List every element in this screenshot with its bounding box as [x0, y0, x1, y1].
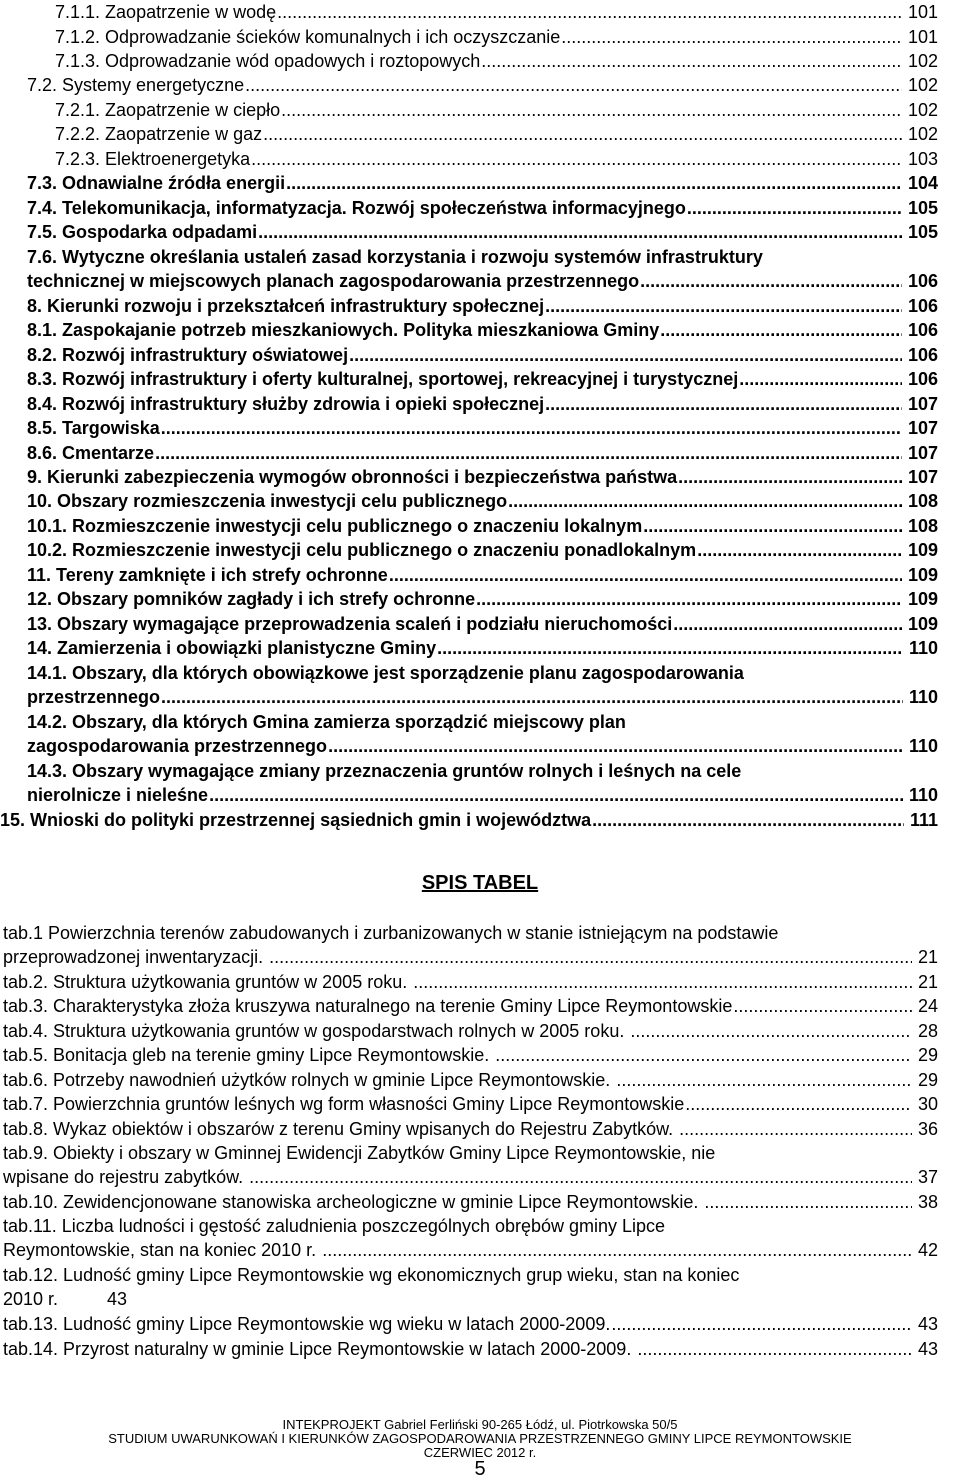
- toc-entry[interactable]: [0, 808, 938, 832]
- leader-dots: [495, 1043, 912, 1067]
- toc-entry-title: Zaopatrzenie w ciepło: [105, 100, 281, 120]
- toc-entry[interactable]: [27, 171, 938, 195]
- toc-entry-page: 109: [902, 614, 938, 634]
- toc-entry-page: 102: [902, 100, 938, 120]
- toc-entry-title: Zamierzenia i obowiązki planistyczne Gminy: [57, 638, 437, 658]
- toc-entry-number: 8.4.: [27, 394, 63, 414]
- toc-entry-page: 111: [904, 810, 938, 830]
- table-list-page: 43: [912, 1339, 938, 1359]
- toc-entry-number: 7.2.2.: [55, 124, 106, 144]
- toc-entry-page: 109: [902, 540, 938, 560]
- toc-entry-title: Wnioski do polityki przestrzennej sąsiednich gmin i województwa: [30, 810, 592, 830]
- toc-entry-title-continued: nierolnicze i nieleśne: [27, 785, 209, 805]
- toc-entry[interactable]: [27, 538, 938, 562]
- table-list-page: 42: [912, 1240, 938, 1260]
- toc-entry-page: 101: [902, 27, 938, 47]
- toc-entry-page: 106: [902, 271, 938, 291]
- leader-dots: [660, 318, 902, 342]
- table-list-title: tab.8. Wykaz obiektów i obszarów z terenu Gminy wpisanych do Rejestru Zabytków.: [3, 1119, 679, 1139]
- toc-entry-page: 106: [902, 345, 938, 365]
- leader-dots: [640, 269, 902, 293]
- toc-entry-page: 107: [902, 394, 938, 414]
- toc-entry-page: 105: [902, 198, 938, 218]
- table-list-entry[interactable]: [3, 921, 938, 969]
- toc-entry-number: 9.: [27, 467, 48, 487]
- toc-entry-page: 107: [902, 467, 938, 487]
- table-list-page: 29: [912, 1045, 938, 1065]
- table-list-entry[interactable]: [3, 1190, 938, 1214]
- toc-entry[interactable]: [55, 122, 938, 146]
- toc-entry-number: 7.2.3.: [55, 149, 106, 169]
- toc-entry-number: 8.2.: [27, 345, 63, 365]
- table-list-page: 30: [912, 1094, 938, 1114]
- toc-entry-page: 107: [902, 418, 938, 438]
- leader-dots: [481, 49, 902, 73]
- table-list-entry[interactable]: [3, 1092, 938, 1116]
- toc-entry[interactable]: [27, 636, 938, 660]
- toc-entry-title: Telekomunikacja, informatyzacja. Rozwój społeczeństwa informacyjnego: [62, 198, 686, 218]
- toc-entry-title: Obszary rozmieszczenia inwestycji celu publicznego: [57, 491, 508, 511]
- toc-entry[interactable]: [55, 49, 938, 73]
- toc-entry-number: 7.1.1.: [55, 2, 106, 22]
- leader-dots: [286, 171, 902, 195]
- toc-entry-number: 8.3.: [27, 369, 63, 389]
- table-list-title: tab.12. Ludność gminy Lipce Reymontowskie wg ekonomicznych grup wieku, stan na koniec: [3, 1265, 740, 1285]
- toc-entry[interactable]: [27, 220, 938, 244]
- toc-entry-number: 8.: [27, 296, 48, 316]
- toc-entry[interactable]: [27, 196, 938, 220]
- table-list-title: tab.6. Potrzeby nawodnień użytków rolnych w gminie Lipce Reymontowskie.: [3, 1070, 616, 1090]
- leader-dots: [685, 1092, 912, 1116]
- toc-entry-number: 7.3.: [27, 173, 63, 193]
- leader-dots: [155, 441, 902, 465]
- toc-entry[interactable]: [27, 465, 938, 489]
- leader-dots: [258, 220, 902, 244]
- toc-entry[interactable]: [27, 392, 938, 416]
- toc-entry-page: 102: [902, 124, 938, 144]
- table-list-page: 43: [912, 1314, 938, 1334]
- toc-entry[interactable]: [27, 367, 938, 391]
- toc-entry-number: 10.: [27, 491, 58, 511]
- leader-dots: [161, 416, 902, 440]
- toc-entry[interactable]: [27, 416, 938, 440]
- table-list-page: 21: [912, 947, 938, 967]
- leader-dots: [678, 465, 902, 489]
- table-list-title: tab.11. Liczba ludności i gęstość zaludnienia poszczególnych obrębów gminy Lipce: [3, 1216, 666, 1236]
- toc-entry-page: 109: [902, 589, 938, 609]
- toc-entry-title: Zaopatrzenie w gaz: [105, 124, 263, 144]
- leader-dots: [673, 612, 902, 636]
- table-list-title-continued: 2010 r.: [3, 1289, 59, 1309]
- toc-entry-title: Gospodarka odpadami: [62, 222, 258, 242]
- table-list-entry[interactable]: [3, 1068, 938, 1092]
- toc-entry-number: 8.5.: [27, 418, 63, 438]
- toc-entry-page: 106: [902, 320, 938, 340]
- table-list-entry[interactable]: [3, 1117, 938, 1141]
- table-list-page: 36: [912, 1119, 938, 1139]
- toc-entry[interactable]: [27, 514, 938, 538]
- table-list-title: tab.1 Powierzchnia terenów zabudowanych i zurbanizowanych w stanie istniejącym na podstawie: [3, 923, 779, 943]
- toc-entry-title: Rozwój infrastruktury oświatowej: [62, 345, 349, 365]
- table-list-title: tab.14. Przyrost naturalny w gminie Lipce Reymontowskie w latach 2000-2009.: [3, 1339, 637, 1359]
- toc-entry[interactable]: [27, 343, 938, 367]
- table-list-title: tab.7. Powierzchnia gruntów leśnych wg form własności Gminy Lipce Reymontowskie: [3, 1094, 685, 1114]
- leader-dots: [245, 73, 902, 97]
- table-list-entry[interactable]: [3, 1214, 938, 1262]
- toc-entry-number: 14.3.: [27, 761, 73, 781]
- toc-entry[interactable]: [27, 759, 938, 807]
- toc-entry-page: 108: [902, 491, 938, 511]
- toc-entry-page: 106: [902, 296, 938, 316]
- leader-dots: [611, 1312, 912, 1336]
- table-list-title: tab.10. Zewidencjonowane stanowiska archeologiczne w gminie Lipce Reymontowskie.: [3, 1192, 704, 1212]
- toc-entry-title: Rozmieszczenie inwestycji celu publicznego o znaczeniu lokalnym: [72, 516, 643, 536]
- toc-entry[interactable]: [27, 245, 938, 293]
- toc-entry-number: 7.5.: [27, 222, 63, 242]
- toc-entry-number: 14.2.: [27, 712, 73, 732]
- table-list-title-continued: przeprowadzonej inwentaryzacji.: [3, 947, 269, 967]
- toc-entry-title: Zaopatrzenie w wodę: [105, 2, 277, 22]
- leader-dots: [733, 994, 912, 1018]
- toc-entry[interactable]: [27, 661, 938, 709]
- table-list-title: tab.4. Struktura użytkowania gruntów w gospodarstwach rolnych w 2005 roku.: [3, 1021, 630, 1041]
- table-list-page: 28: [912, 1021, 938, 1041]
- toc-entry-page: 110: [903, 785, 938, 805]
- leader-dots: [251, 147, 902, 171]
- toc-entry-title: Wytyczne określania ustaleń zasad korzystania i rozwoju systemów infrastruktury: [62, 247, 763, 267]
- leader-dots: [704, 1190, 912, 1214]
- toc-entry-title-continued: przestrzennego: [27, 687, 161, 707]
- table-list-title: tab.3. Charakterystyka złoża kruszywa naturalnego na terenie Gminy Lipce Reymontowskie: [3, 996, 733, 1016]
- table-list-entry[interactable]: [3, 994, 938, 1018]
- table-list-title: tab.2. Struktura użytkowania gruntów w 2005 roku.: [3, 972, 413, 992]
- leader-dots: [616, 1068, 912, 1092]
- leader-dots: [161, 685, 903, 709]
- toc-entry-title: Systemy energetyczne: [62, 75, 245, 95]
- leader-dots: [545, 294, 902, 318]
- toc-entry-title: Rozwój infrastruktury i oferty kulturalnej, sportowej, rekreacyjnej i turystycznej: [62, 369, 739, 389]
- toc-entry-page: 110: [903, 687, 938, 707]
- toc-entry-title: Tereny zamknięte i ich strefy ochronne: [56, 565, 388, 585]
- leader-dots: [679, 1117, 912, 1141]
- leader-dots: [328, 734, 903, 758]
- toc-entry[interactable]: [55, 25, 938, 49]
- leader-dots: [739, 367, 902, 391]
- toc-entry-number: 15.: [0, 810, 31, 830]
- toc-entry[interactable]: [27, 318, 938, 342]
- footer-date: CZERWIEC 2012 r.: [423, 1445, 537, 1460]
- table-list-entry[interactable]: [3, 970, 938, 994]
- table-list-entry[interactable]: [3, 1312, 938, 1336]
- toc-entry-title: Rozmieszczenie inwestycji celu publicznego o znaczeniu ponadlokalnym: [72, 540, 697, 560]
- toc-entry-title: Odnawialne źródła energii: [62, 173, 286, 193]
- toc-entry-title: Zaspokajanie potrzeb mieszkaniowych. Polityka mieszkaniowa Gminy: [62, 320, 660, 340]
- toc-entry[interactable]: [27, 294, 938, 318]
- leader-dots: [545, 392, 902, 416]
- toc-entry-number: 13.: [27, 614, 58, 634]
- toc-entry[interactable]: [55, 98, 938, 122]
- table-list-entry[interactable]: [3, 1263, 938, 1311]
- toc-entry[interactable]: [55, 0, 938, 24]
- table-list-title: tab.9. Obiekty i obszary w Gminnej Ewidencji Zabytków Gminy Lipce Reymontowskie, nie: [3, 1143, 716, 1163]
- toc-entry[interactable]: [27, 710, 938, 758]
- toc-entry-page: 109: [902, 565, 938, 585]
- leader-dots: [263, 122, 902, 146]
- toc-entry-number: 7.4.: [27, 198, 63, 218]
- leader-dots: [209, 783, 903, 807]
- table-list-page: 43: [102, 1289, 128, 1309]
- toc-entry-page: 102: [902, 51, 938, 71]
- toc-entry-number: 10.2.: [27, 540, 73, 560]
- leader-dots: [561, 25, 902, 49]
- leader-dots: [349, 343, 902, 367]
- toc-entry[interactable]: [27, 612, 938, 636]
- table-list-title-continued: wpisane do rejestru zabytków.: [3, 1167, 249, 1187]
- table-list-entry[interactable]: [3, 1019, 938, 1043]
- table-list-title: tab.5. Bonitacja gleb na terenie gminy Lipce Reymontowskie.: [3, 1045, 495, 1065]
- leader-dots: [592, 808, 904, 832]
- toc-entry-title: Odprowadzanie ścieków komunalnych i ich oczyszczanie: [105, 27, 561, 47]
- toc-entry-number: 7.2.: [27, 75, 63, 95]
- toc-entry[interactable]: [27, 563, 938, 587]
- toc-entry[interactable]: [27, 73, 938, 97]
- toc-entry[interactable]: [55, 147, 938, 171]
- toc-entry-page: 102: [902, 75, 938, 95]
- table-list-title-continued: Reymontowskie, stan na koniec 2010 r.: [3, 1240, 322, 1260]
- table-list-entry[interactable]: [3, 1043, 938, 1067]
- leader-dots: [630, 1019, 912, 1043]
- toc-entry-title: Obszary, dla których Gmina zamierza sporządzić miejscowy plan: [72, 712, 626, 732]
- toc-entry-number: 14.1.: [27, 663, 73, 683]
- table-list-page: 38: [912, 1192, 938, 1212]
- toc-entry-title: Odprowadzanie wód opadowych i roztopowych: [105, 51, 481, 71]
- leader-dots: [437, 636, 903, 660]
- leader-dots: [249, 1165, 912, 1189]
- table-list-page: 21: [912, 972, 938, 992]
- toc-entry-title: Elektroenergetyka: [105, 149, 251, 169]
- toc-entry-title-continued: technicznej w miejscowych planach zagospodarowania przestrzennego: [27, 271, 640, 291]
- leader-dots: [281, 98, 902, 122]
- toc-entry[interactable]: [27, 441, 938, 465]
- toc-entry-title: Obszary wymagające przeprowadzenia scaleń i podziału nieruchomości: [57, 614, 673, 634]
- table-list-page: 37: [912, 1167, 938, 1187]
- leader-dots: [413, 970, 912, 994]
- toc-entry-number: 7.6.: [27, 247, 63, 267]
- toc-entry-page: 110: [903, 638, 938, 658]
- toc-entry[interactable]: [27, 489, 938, 513]
- toc-entry-title: Obszary, dla których obowiązkowe jest sporządzenie planu zagospodarowania: [72, 663, 744, 683]
- toc-entry-number: 14.: [27, 638, 58, 658]
- footer-document-title: STUDIUM UWARUNKOWAŃ I KIERUNKÓW ZAGOSPODAROWANIA PRZESTRZENNEGO GMINY LIPCE REYMONTOWSKIE: [108, 1431, 852, 1446]
- toc-entry[interactable]: [27, 587, 938, 611]
- toc-entry-number: 7.1.3.: [55, 51, 106, 71]
- leader-dots: [637, 1337, 912, 1361]
- toc-entry-number: 7.1.2.: [55, 27, 106, 47]
- toc-entry-number: 8.6.: [27, 443, 63, 463]
- toc-entry-title: Obszary wymagające zmiany przeznaczenia gruntów rolnych i leśnych na cele: [72, 761, 742, 781]
- leader-dots: [269, 945, 912, 969]
- toc-entry-title: Targowiska: [62, 418, 160, 438]
- leader-dots: [322, 1238, 912, 1262]
- toc-entry-page: 101: [902, 2, 938, 22]
- toc-entry-number: 7.2.1.: [55, 100, 106, 120]
- toc-entry-page: 108: [902, 516, 938, 536]
- table-list-entry[interactable]: [3, 1141, 938, 1189]
- tables-heading: SPIS TABEL: [421, 872, 539, 894]
- toc-entry-title: Cmentarze: [62, 443, 155, 463]
- toc-entry-page: 107: [902, 443, 938, 463]
- table-list-page: 24: [912, 996, 938, 1016]
- toc-entry-title: Obszary pomników zagłady i ich strefy ochronne: [57, 589, 476, 609]
- toc-entry-number: 12.: [27, 589, 58, 609]
- leader-dots: [643, 514, 902, 538]
- table-list-title: tab.13. Ludność gminy Lipce Reymontowskie wg wieku w latach 2000-2009.: [3, 1314, 611, 1334]
- toc-entry-title-continued: zagospodarowania przestrzennego: [27, 736, 328, 756]
- toc-entry-page: 105: [902, 222, 938, 242]
- leader-dots: [508, 489, 902, 513]
- leader-dots: [389, 563, 902, 587]
- footer-company: INTEKPROJEKT Gabriel Ferliński 90-265 Łódź, ul. Piotrkowska 50/5: [282, 1417, 678, 1432]
- leader-dots: [687, 196, 902, 220]
- toc-entry-page: 103: [902, 149, 938, 169]
- toc-entry-number: 8.1.: [27, 320, 63, 340]
- leader-dots: [277, 0, 902, 24]
- leader-dots: [697, 538, 902, 562]
- toc-entry-number: 11.: [27, 565, 57, 585]
- toc-entry-title: Rozwój infrastruktury służby zdrowia i opieki społecznej: [62, 394, 545, 414]
- toc-entry-page: 106: [902, 369, 938, 389]
- table-list-page: 29: [912, 1070, 938, 1090]
- toc-entry-title: Kierunki rozwoju i przekształceń infrastruktury społecznej: [47, 296, 545, 316]
- toc-entry-page: 104: [902, 173, 938, 193]
- leader-dots: [476, 587, 902, 611]
- page-number: 5: [474, 1458, 486, 1480]
- toc-entry-page: 110: [903, 736, 938, 756]
- table-list-entry[interactable]: [3, 1337, 938, 1361]
- toc-entry-number: 10.1.: [27, 516, 73, 536]
- toc-entry-title: Kierunki zabezpieczenia wymogów obronności i bezpieczeństwa państwa: [47, 467, 678, 487]
